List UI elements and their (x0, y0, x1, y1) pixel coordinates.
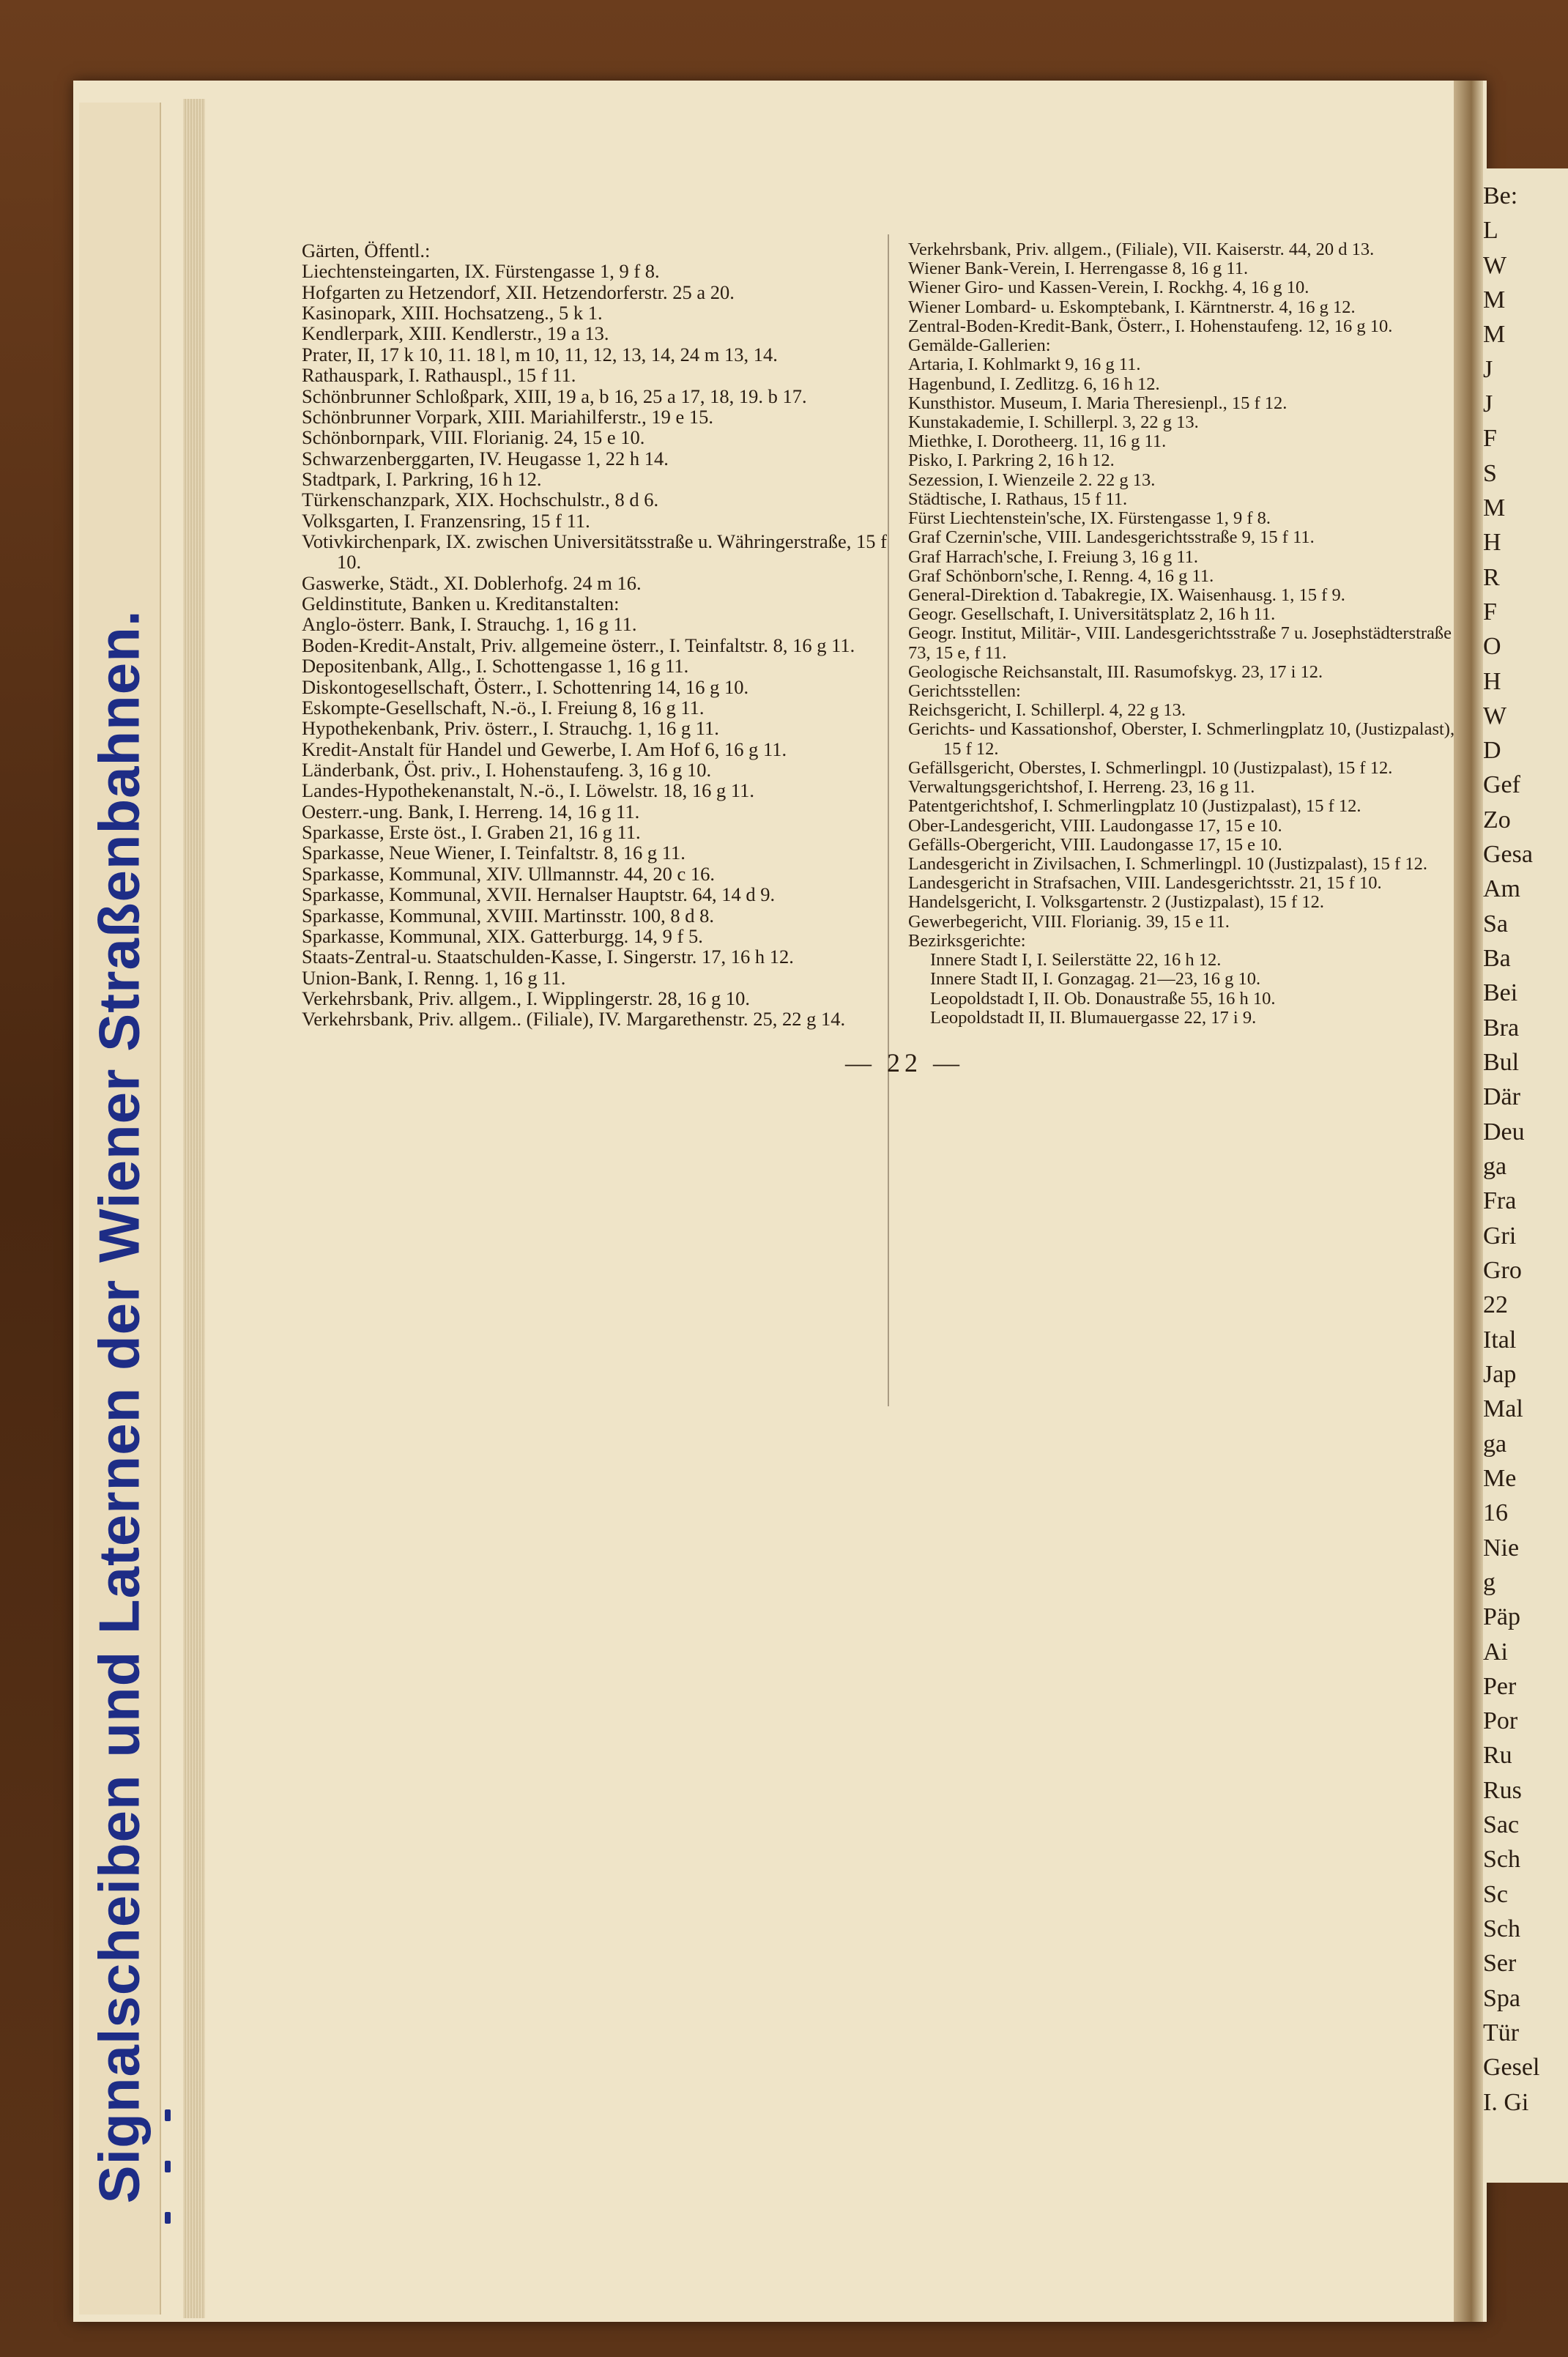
next-page-text: H (1483, 667, 1501, 695)
next-page-text: 16 (1483, 1499, 1508, 1527)
index-entry: Anglo-österr. Bank, I. Strauchg. 1, 16 g 11. (302, 613, 637, 636)
index-entry: Wiener Lombard- u. Eskomptebank, I. Kärntnerstr. 4, 16 g 12. (908, 297, 1356, 317)
next-page-text: Ai (1483, 1638, 1508, 1666)
spine-title: Signalscheiben und Laternen der Wiener Straßenbahnen. (86, 609, 152, 2204)
next-page-text: W (1483, 251, 1507, 279)
index-entry: Kendlerpark, XIII. Kendlerstr., 19 a 13. (302, 322, 609, 345)
next-page-text: Be: (1483, 182, 1518, 209)
next-page-text: g (1483, 1568, 1495, 1596)
index-entry: Pisko, I. Parkring 2, 16 h 12. (908, 450, 1115, 471)
index-entry: Bezirksgerichte: (908, 930, 1026, 951)
next-page-text: Sc (1483, 1880, 1508, 1908)
next-page-text: Där (1483, 1083, 1520, 1111)
index-entry: Sparkasse, Neue Wiener, I. Teinfaltstr. 8, 16 g 11. (302, 842, 685, 864)
next-page-text: Sch (1483, 1915, 1520, 1943)
index-entry: Graf Schönborn'sche, I. Renng. 4, 16 g 11. (908, 565, 1214, 586)
next-page-text: Rus (1483, 1776, 1522, 1804)
next-page-text: Spa (1483, 1984, 1520, 2012)
next-page-text: Bul (1483, 1049, 1520, 1077)
next-page-text: Gri (1483, 1222, 1517, 1250)
index-entry: Schwarzenberggarten, IV. Heugasse 1, 22 h 14. (302, 447, 669, 469)
index-entry: Reichsgericht, I. Schillerpl. 4, 22 g 13. (908, 700, 1186, 721)
index-entry: Gewerbegericht, VIII. Florianig. 39, 15 e 11. (908, 911, 1230, 932)
next-page-text: Deu (1483, 1118, 1525, 1146)
index-entry: Handelsgericht, I. Volksgartenstr. 2 (Justizpalast), 15 f 12. (908, 892, 1324, 913)
next-page-text: Fra (1483, 1187, 1517, 1215)
index-entry: Landes-Hypothekenanstalt, N.-ö., I. Löwelstr. 18, 16 g 11. (302, 779, 754, 802)
register-mark (165, 2109, 171, 2121)
next-page-text: Sac (1483, 1811, 1520, 1839)
index-entry: Graf Czernin'sche, VIII. Landesgerichtsstraße 9, 15 f 11. (908, 527, 1315, 548)
next-page-text: Per (1483, 1672, 1517, 1700)
index-entry: Volksgarten, I. Franzensring, 15 f 11. (302, 509, 590, 532)
index-column-right (908, 240, 1476, 1028)
next-page-text: Ital (1483, 1326, 1517, 1354)
index-entry: Hagenbund, I. Zedlitzg. 6, 16 h 12. (908, 374, 1160, 394)
next-page-text: Päp (1483, 1603, 1520, 1631)
next-page-text: M (1483, 321, 1506, 349)
index-entry: Verkehrsbank, Priv. allgem.. (Filiale), IV. Margarethenstr. 25, 22 g 14. (302, 1008, 846, 1031)
register-mark (165, 2161, 171, 2172)
index-entry: Prater, II, 17 k 10, 11. 18 l, m 10, 11, 12, 13, 14, 24 m 13, 14. (302, 343, 778, 365)
index-entry: Gefälls-Obergericht, VIII. Laudongasse 17, 15 e 10. (908, 834, 1282, 855)
next-page-text: Me (1483, 1464, 1517, 1492)
index-entry: Verkehrsbank, Priv. allgem., (Filiale), VII. Kaiserstr. 44, 20 d 13. (908, 240, 1375, 259)
index-entry: Landesgericht in Zivilsachen, I. Schmerlingpl. 10 (Justizpalast), 15 f 12. (908, 854, 1427, 874)
next-page-text: Gef (1483, 771, 1520, 799)
index-heading: Gärten, Öffentl.: (302, 240, 431, 261)
index-entry: Zentral-Boden-Kredit-Bank, Österr., I. Hohenstaufeng. 12, 16 g 10. (908, 316, 1393, 336)
next-page-text: Nie (1483, 1534, 1520, 1562)
next-page-text: ga (1483, 1430, 1507, 1458)
index-entry: Sparkasse, Kommunal, XIX. Gatterburgg. 14, 9 f 5. (302, 924, 703, 947)
index-entry: Hofgarten zu Hetzendorf, XII. Hetzendorferstr. 25 a 20. (302, 281, 735, 303)
index-entry: Schönbrunner Vorpark, XIII. Mariahilferstr., 19 e 15. (302, 405, 714, 428)
index-entry: Graf Harrach'sche, I. Freiung 3, 16 g 11. (908, 546, 1199, 567)
index-entry: Diskontogesellschaft, Österr., I. Schottenring 14, 16 g 10. (302, 675, 749, 698)
index-entry: Türkenschanzpark, XIX. Hochschulstr., 8 d 6. (302, 489, 659, 511)
next-page-text: 22 (1483, 1291, 1508, 1319)
index-heading: Gaswerke, Städt., XI. Doblerhofg. 24 m 16. (302, 571, 642, 594)
next-page-text: I. Gi (1483, 2088, 1529, 2116)
next-page-text: H (1483, 529, 1501, 557)
next-page-text: W (1483, 702, 1507, 730)
next-page-text: ga (1483, 1153, 1507, 1180)
index-heading: General-Direktion d. Tabakregie, IX. Waisenhausg. 1, 15 f 9. (908, 584, 1345, 605)
index-entry: Landesgericht in Strafsachen, VIII. Landesgerichtsstr. 21, 15 f 10. (908, 873, 1382, 894)
index-entry: Leopoldstadt I, II. Ob. Donaustraße 55, 16 h 10. (930, 988, 1276, 1009)
next-page-text: M (1483, 494, 1506, 521)
index-entry: Innere Stadt I, I. Seilerstätte 22, 16 h 12. (930, 950, 1222, 970)
index-entry: Sparkasse, Kommunal, XVII. Hernalser Hauptstr. 64, 14 d 9. (302, 883, 776, 906)
index-heading: Geologische Reichsanstalt, III. Rasumofskyg. 23, 17 i 12. (908, 661, 1323, 682)
column-divider (888, 234, 889, 1406)
next-page-text: J (1483, 390, 1493, 417)
next-page-text: Sch (1483, 1846, 1520, 1874)
index-entry: Wiener Bank-Verein, I. Herrengasse 8, 16 g 11. (908, 259, 1249, 279)
index-entry: Oesterr.-ung. Bank, I. Herreng. 14, 16 g 11. (302, 800, 640, 823)
index-heading: Gerichtsstellen: (908, 681, 1021, 702)
index-entry: Sezession, I. Wienzeile 2. 22 g 13. (908, 469, 1156, 490)
next-page-text: M (1483, 286, 1506, 313)
next-page-text: J (1483, 355, 1493, 383)
spine-banner (86, 564, 152, 2249)
next-page-text: R (1483, 563, 1500, 591)
index-entry: Artaria, I. Kohlmarkt 9, 16 g 11. (908, 355, 1141, 375)
index-entry: Staats-Zentral-u. Staatschulden-Kasse, I. Singerstr. 17, 16 h 12. (302, 946, 794, 968)
index-entry: Sparkasse, Kommunal, XIV. Ullmannstr. 44, 20 c 16. (302, 862, 716, 885)
index-entry: Depositenbank, Allg., I. Schottengasse 1, 16 g 11. (302, 655, 689, 678)
next-page-text: S (1483, 459, 1497, 487)
index-entry: Ober-Landesgericht, VIII. Laudongasse 17, 15 e 10. (908, 815, 1282, 836)
next-page-text: Bei (1483, 979, 1518, 1007)
index-heading: Geogr. Gesellschaft, I. Universitätsplatz 2, 16 h 11. (908, 604, 1276, 625)
index-entry: Union-Bank, I. Renng. 1, 16 g 11. (302, 966, 566, 989)
index-entry: Eskompte-Gesellschaft, N.-ö., I. Freiung 8, 16 g 11. (302, 696, 705, 719)
next-page-text: Ba (1483, 945, 1511, 973)
index-entry: Schönbrunner Schloßpark, XIII, 19 a, b 16, 25 a 17, 18, 19. b 17. (302, 385, 807, 407)
next-page-text: Gesel (1483, 2054, 1540, 2082)
index-entry: Gerichts- und Kassationshof, Oberster, I. Schmerlingplatz 10, (Justizpalast), 15 f 12. (908, 719, 1455, 759)
index-entry: Verwaltungsgerichtshof, I. Herreng. 23, 16 g 11. (908, 777, 1255, 798)
index-entry: Kunsthistor. Museum, I. Maria Theresienpl., 15 f 12. (908, 393, 1288, 413)
next-page-text: Am (1483, 875, 1520, 903)
next-page-fragment (1483, 168, 1568, 2183)
next-page-text: Gesa (1483, 841, 1533, 869)
index-entry: Städtische, I. Rathaus, 15 f 11. (908, 489, 1128, 509)
next-page-text: F (1483, 598, 1497, 626)
next-page-text: Ser (1483, 1950, 1517, 1978)
index-entry: Kredit-Anstalt für Handel und Gewerbe, I. Am Hof 6, 16 g 11. (302, 738, 787, 760)
next-page-text: L (1483, 217, 1498, 245)
index-entry: Miethke, I. Dorotheerg. 11, 16 g 11. (908, 431, 1167, 452)
index-entry: Boden-Kredit-Anstalt, Priv. allgemeine österr., I. Teinfaltstr. 8, 16 g 11. (302, 634, 855, 656)
index-heading: Geldinstitute, Banken u. Kreditanstalten: (302, 593, 620, 615)
index-entry: Stadtpark, I. Parkring, 16 h 12. (302, 467, 542, 490)
next-page-text: D (1483, 737, 1501, 765)
next-page-text: Bra (1483, 1014, 1520, 1042)
index-entry: Sparkasse, Kommunal, XVIII. Martinsstr. 100, 8 d 8. (302, 904, 715, 927)
index-entry: Fürst Liechtenstein'sche, IX. Fürstengasse 1, 9 f 8. (908, 508, 1271, 529)
index-entry: Gefällsgericht, Oberstes, I. Schmerlingpl. 10 (Justizpalast), 15 f 12. (908, 757, 1393, 778)
index-entry: Kasinopark, XIII. Hochsatzeng., 5 k 1. (302, 302, 603, 324)
next-page-text: Zo (1483, 806, 1511, 834)
index-entry: Sparkasse, Erste öst., I. Graben 21, 16 g 11. (302, 821, 641, 844)
next-page-text: O (1483, 633, 1501, 661)
index-entry: Wiener Giro- und Kassen-Verein, I. Rockhg. 4, 16 g 10. (908, 278, 1309, 298)
index-column-left (302, 240, 888, 1030)
next-page-text: Sa (1483, 910, 1508, 938)
next-page-text: Gro (1483, 1256, 1522, 1284)
index-entry: Schönbornpark, VIII. Florianig. 24, 15 e 10. (302, 426, 645, 449)
index-entry: Verkehrsbank, Priv. allgem., I. Wipplingerstr. 28, 16 g 10. (302, 987, 751, 1009)
index-entry: Rathauspark, I. Rathauspl., 15 f 11. (302, 364, 576, 387)
next-page-text: Por (1483, 1707, 1518, 1735)
next-page-text: Ru (1483, 1742, 1512, 1770)
index-entry: Länderbank, Öst. priv., I. Hohenstaufeng. 3, 16 g 10. (302, 758, 712, 781)
index-entry: Kunstakademie, I. Schillerpl. 3, 22 g 13. (908, 412, 1199, 432)
next-page-text: Mal (1483, 1395, 1523, 1423)
index-entry: Hypothekenbank, Priv. österr., I. Strauchg. 1, 16 g 11. (302, 717, 719, 740)
index-heading: Gemälde-Gallerien: (908, 335, 1051, 356)
next-page-text: Jap (1483, 1360, 1517, 1388)
index-entry: Votivkirchenpark, IX. zwischen Universitätsstraße u. Währingerstraße, 15 f 10. (302, 530, 887, 574)
page-edges (183, 99, 205, 2318)
next-page-text: Tür (1483, 2019, 1520, 2047)
next-page-text: F (1483, 425, 1497, 453)
index-entry: Patentgerichtshof, I. Schmerlingplatz 10 (Justizpalast), 15 f 12. (908, 796, 1361, 817)
register-mark (165, 2212, 171, 2224)
index-entry: Innere Stadt II, I. Gonzagag. 21—23, 16 g 10. (930, 969, 1261, 990)
index-entry: Leopoldstadt II, II. Blumauergasse 22, 17 i 9. (930, 1007, 1257, 1028)
page-number: — 22 — (845, 1048, 964, 1077)
index-heading: Geogr. Institut, Militär-, VIII. Landesgerichtsstraße 7 u. Josephstädterstraße 73, 15 e, f 11. (908, 623, 1452, 663)
index-entry: Liechtensteingarten, IX. Fürstengasse 1, 9 f 8. (302, 260, 660, 283)
